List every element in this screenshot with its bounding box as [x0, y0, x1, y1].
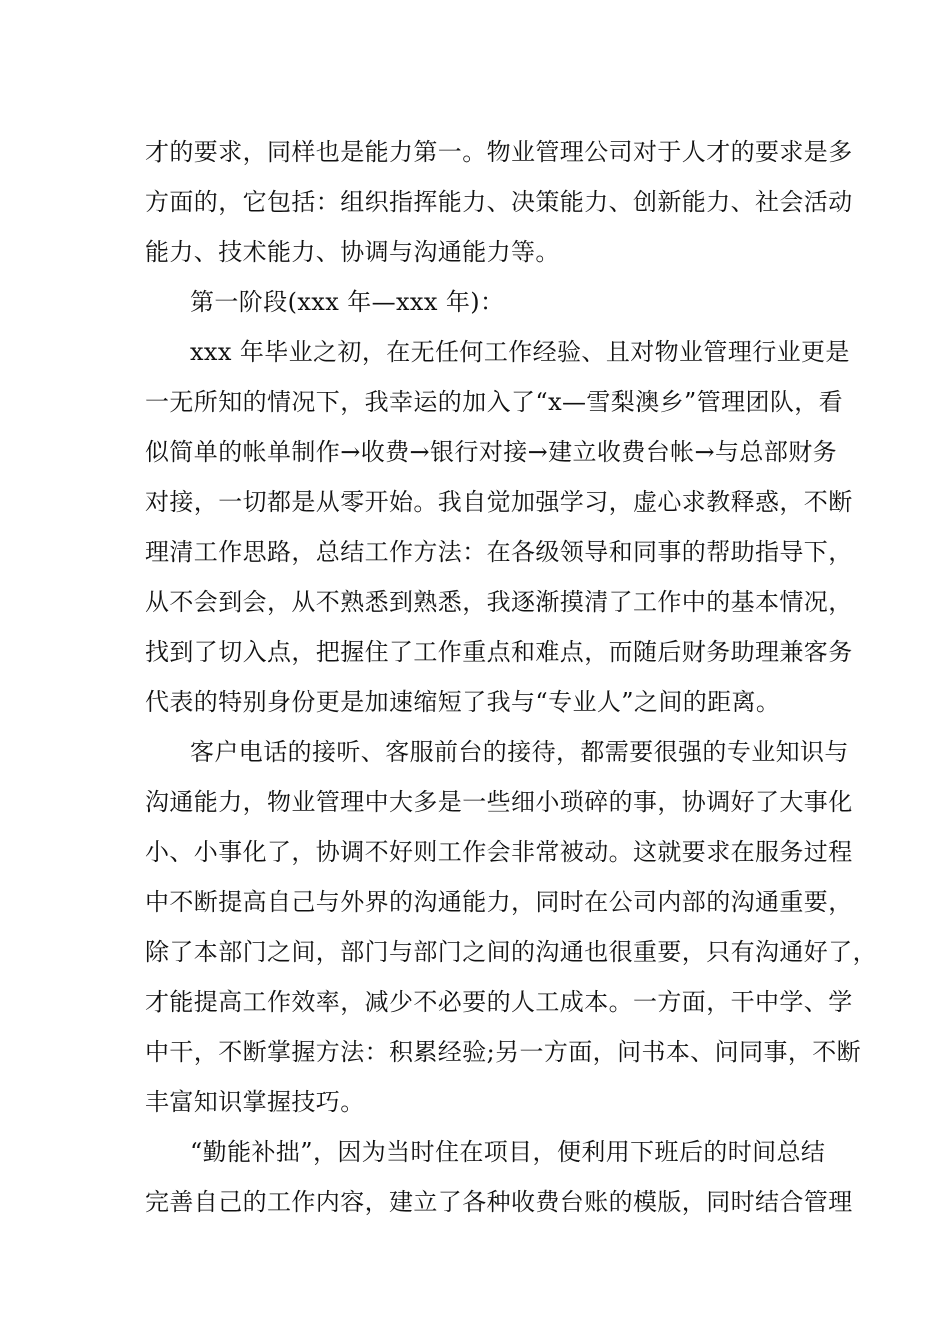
paragraph-line: 能力、技术能力、协调与沟通能力等。	[145, 238, 560, 266]
paragraph-line: xxx 年毕业之初，在无任何工作经验、且对物业管理行业更是	[190, 338, 850, 366]
paragraph-line: 从不会到会，从不熟悉到熟悉，我逐渐摸清了工作中的基本情况，	[145, 588, 853, 616]
paragraph-line: 找到了切入点，把握住了工作重点和难点，而随后财务助理兼客务	[145, 638, 853, 666]
paragraph-line: 一无所知的情况下，我幸运的加入了“x—雪梨澳乡”管理团队，看	[145, 388, 844, 416]
paragraph-line: 小、小事化了，协调不好则工作会非常被动。这就要求在服务过程	[145, 838, 853, 866]
paragraph-line: 才的要求，同样也是能力第一。物业管理公司对于人才的要求是多	[145, 138, 853, 166]
paragraph-line: 丰富知识掌握技巧。	[145, 1088, 365, 1116]
paragraph-line: 方面的，它包括：组织指挥能力、决策能力、创新能力、社会活动	[145, 188, 853, 216]
paragraph-line: 中干，不断掌握方法：积累经验;另一方面，问书本、问同事，不断	[145, 1038, 862, 1066]
paragraph-line: 中不断提高自己与外界的沟通能力，同时在公司内部的沟通重要，	[145, 888, 853, 916]
paragraph-line: 理清工作思路，总结工作方法：在各级领导和同事的帮助指导下，	[145, 538, 853, 566]
paragraph-line: 完善自己的工作内容，建立了各种收费台账的模版，同时结合管理	[145, 1188, 853, 1216]
paragraph-line: 似简单的帐单制作→收费→银行对接→建立收费台帐→与总部财务	[145, 438, 838, 466]
paragraph-line: 代表的特别身份更是加速缩短了我与“专业人”之间的距离。	[145, 688, 781, 716]
paragraph-line: 对接，一切都是从零开始。我自觉加强学习，虚心求教释惑，不断	[145, 488, 853, 516]
paragraph-line: 才能提高工作效率，减少不必要的人工成本。一方面，干中学、学	[145, 988, 853, 1016]
section-heading: 第一阶段(xxx 年—xxx 年)：	[190, 288, 505, 316]
paragraph-line: 沟通能力，物业管理中大多是一些细小琐碎的事，协调好了大事化	[145, 788, 853, 816]
paragraph-line: “勤能补拙”，因为当时住在项目，便利用下班后的时间总结	[190, 1138, 826, 1166]
paragraph-line: 客户电话的接听、客服前台的接待，都需要很强的专业知识与	[190, 738, 849, 766]
paragraph-line: 除了本部门之间，部门与部门之间的沟通也很重要，只有沟通好了，	[145, 938, 877, 966]
